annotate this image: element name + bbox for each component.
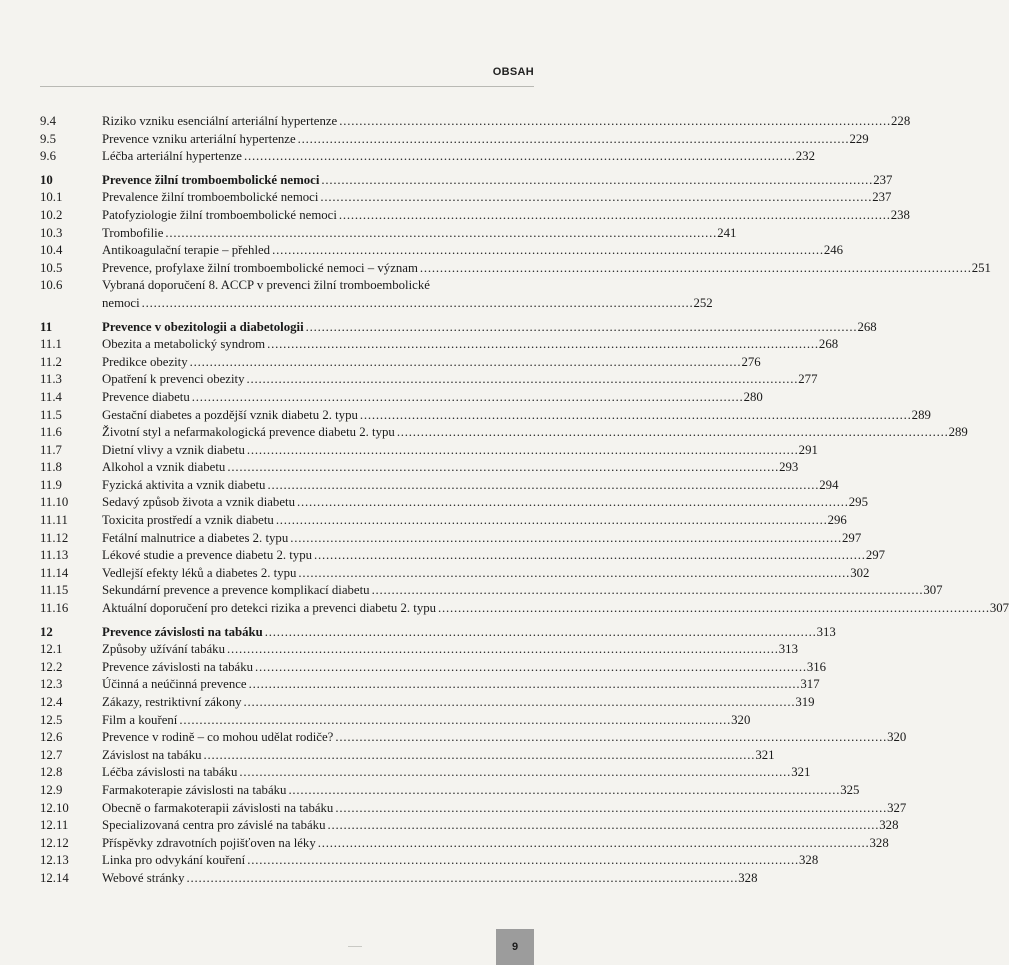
toc-entry <box>40 189 892 207</box>
toc-entry <box>40 712 751 730</box>
toc-leader-dots <box>239 764 789 782</box>
toc-leader-dots <box>339 113 889 131</box>
toc-leader-dots <box>186 870 736 888</box>
toc-entry-number: 10.3 <box>40 225 63 240</box>
toc-leader-dots <box>142 295 692 313</box>
toc-entry-title: Webové stránky <box>102 870 185 885</box>
toc-entry-title: Aktuální doporučení pro detekci rizika a prevenci diabetu 2. typu <box>102 601 437 616</box>
toc-leader-dots <box>339 207 889 225</box>
toc-entry-page: 313 <box>778 642 798 657</box>
toc-entry-number: 12 <box>40 624 53 639</box>
toc-entry-title: Fetální malnutrice a diabetes 2. typu <box>102 530 289 545</box>
toc-entry-number: 12.8 <box>40 765 63 780</box>
toc-entry-page: 327 <box>887 800 907 815</box>
toc-entry-number: 12.4 <box>40 695 63 709</box>
page-number-badge <box>496 929 534 965</box>
toc-entry-number: 12.1 <box>40 642 63 657</box>
toc-leader-dots <box>397 424 947 442</box>
toc-entry <box>40 477 839 495</box>
toc-entry-title: Vedlejší efekty léků a diabetes 2. typu <box>102 565 297 580</box>
toc-entry-title: Antikoagulační terapie – přehled <box>102 243 271 258</box>
toc-entry <box>40 407 931 425</box>
toc-entry <box>40 676 820 694</box>
toc-entry-title: Gestační diabetes a pozdější vznik diabetu 2. typu <box>102 407 358 422</box>
toc-entry-number: 11.7 <box>40 442 62 457</box>
toc-entry-title: Účinná a neúčinná prevence <box>102 677 247 692</box>
toc-entry-title: Prevence vzniku arteriální hypertenze <box>102 131 296 146</box>
toc-leader-dots <box>290 530 840 548</box>
toc-entry <box>40 424 968 442</box>
toc-leader-dots <box>244 148 794 166</box>
toc-entry <box>40 764 811 782</box>
toc-entry-page: 237 <box>872 190 892 205</box>
toc-entry-page: 232 <box>795 149 815 164</box>
toc-entry-page: 228 <box>891 114 911 128</box>
toc-entry-number: 10.6 <box>40 278 63 293</box>
toc-entry-page: 246 <box>823 243 844 258</box>
toc-entry-title: Prevence závislosti na tabáku <box>102 624 263 639</box>
toc-entry-page: 319 <box>795 695 815 709</box>
toc-leader-dots <box>360 407 910 425</box>
toc-entry-title: Specializovaná centra pro závislé na tabáku <box>102 818 326 833</box>
toc-entry-title: Lékové studie a prevence diabetu 2. typu <box>102 548 313 563</box>
toc-entry-title: Farmakoterapie závislosti na tabáku <box>102 782 287 797</box>
toc-entry-title: Prevence v obezitologii a diabetologii <box>102 319 304 334</box>
page-number: 9 <box>511 941 519 953</box>
toc-entry-page: 294 <box>819 477 839 492</box>
toc-entry-page: 296 <box>827 513 847 528</box>
toc-leader-dots <box>306 319 856 337</box>
toc-entry-title: Životní styl a nefarmakologická prevence diabetu 2. typu <box>102 425 395 440</box>
toc-leader-dots <box>276 512 826 530</box>
toc-leader-dots <box>288 782 838 800</box>
toc-chapter-heading <box>40 319 877 337</box>
toc-entry-number: 12.2 <box>40 659 63 674</box>
toc-entry <box>40 582 943 600</box>
toc-leader-dots <box>247 442 797 460</box>
toc-entry-number: 11.16 <box>40 601 69 616</box>
toc-entry-title: Prevence v rodině – co mohou udělat rodiče? <box>102 730 334 745</box>
toc-leader-dots <box>165 225 715 243</box>
toc-entry-number: 12.6 <box>40 730 63 745</box>
toc-entry <box>40 459 799 477</box>
toc-entry-page: 297 <box>842 530 862 545</box>
toc-entry <box>40 547 886 565</box>
toc-leader-dots <box>272 242 822 260</box>
toc-entry <box>40 852 819 870</box>
toc-entry-number: 11.15 <box>40 583 69 598</box>
toc-leader-dots <box>372 582 922 600</box>
toc-entry <box>40 729 907 747</box>
toc-entry-page: 280 <box>743 389 763 404</box>
toc-leader-dots <box>265 624 815 642</box>
toc-entry-page: 307 <box>989 601 1009 616</box>
toc-entry-title: Fyzická aktivita a vznik diabetu <box>102 477 266 492</box>
toc-entry-number: 11.5 <box>40 407 62 422</box>
toc-entry-number: 12.13 <box>40 853 69 868</box>
toc-leader-dots <box>247 852 797 870</box>
toc-entry-page: 328 <box>869 835 889 850</box>
toc-entry-page: 297 <box>865 548 886 563</box>
toc-entry <box>40 530 862 548</box>
toc-entry-page: 328 <box>738 870 758 885</box>
toc-entry-title: Trombofilie <box>102 225 164 240</box>
toc-leader-dots <box>327 817 877 835</box>
toc-entry-title: Toxicita prostředí a vznik diabetu <box>102 513 274 528</box>
toc-leader-dots <box>335 729 885 747</box>
toc-leader-dots <box>192 389 742 407</box>
toc-entry-number: 9.4 <box>40 114 56 128</box>
toc-entry-title: Vybraná doporučení 8. ACCP v prevenci žilní tromboembolické <box>102 278 430 293</box>
toc-entry-page: 313 <box>816 624 836 639</box>
toc-entry-title: Linka pro odvykání kouření <box>102 853 246 868</box>
toc-entry-number: 10.1 <box>40 190 63 205</box>
toc-entry-title: Prevence závislosti na tabáku <box>102 659 254 674</box>
toc-entry-number: 12.14 <box>40 870 69 885</box>
toc-entry-number: 9.6 <box>40 149 56 164</box>
toc-entry <box>40 494 868 512</box>
toc-entry-number: 10.5 <box>40 260 63 275</box>
toc-entry-page: 321 <box>791 765 811 780</box>
toc-entry-number: 11.10 <box>40 495 69 510</box>
toc-leader-dots <box>318 835 868 853</box>
toc-entry <box>40 225 737 243</box>
toc-entry <box>40 747 775 765</box>
toc-entry-title: Léčba závislosti na tabáku <box>102 765 238 780</box>
toc-entry-title: Závislost na tabáku <box>102 747 202 762</box>
toc-entry <box>40 659 827 677</box>
toc-entry <box>40 694 815 712</box>
toc-entry-page: 277 <box>798 372 818 387</box>
toc-entry-page: 328 <box>799 853 819 868</box>
toc-entry-title: Riziko vzniku esenciální arteriální hypertenze <box>102 114 338 128</box>
toc-leader-dots <box>249 676 799 694</box>
toc-entry-title: Patofyziologie žilní tromboembolické nemoci <box>102 207 337 222</box>
toc-entry <box>40 113 911 131</box>
toc-leader-dots <box>244 694 794 712</box>
toc-entry-number: 11.12 <box>40 530 69 545</box>
toc-entry-title: Obecně o farmakoterapii závislosti na tabáku <box>102 800 334 815</box>
toc-entry <box>40 242 844 260</box>
toc-entry-number: 12.10 <box>40 800 69 815</box>
toc-entry-page: 316 <box>806 659 827 674</box>
toc-entry-title: Způsoby užívání tabáku <box>102 642 225 657</box>
toc-entry <box>40 207 910 225</box>
toc-entry-page: 320 <box>731 712 751 727</box>
toc-entry-title: Predikce obezity <box>102 354 188 369</box>
toc-entry-number: 12.7 <box>40 747 63 762</box>
toc-entry <box>40 641 798 659</box>
toc-entry <box>40 565 870 583</box>
toc-entry-title: Opatření k prevenci obezity <box>102 372 245 387</box>
section-header-label: OBSAH <box>492 66 534 78</box>
toc-entry-continuation <box>40 295 713 313</box>
toc-leader-dots <box>227 459 777 477</box>
toc-entry-title: Sekundární prevence a prevence komplikací diabetu <box>102 583 370 598</box>
toc-entry-title-continued: nemoci <box>102 295 140 310</box>
toc-entry-number: 11 <box>40 319 53 334</box>
toc-entry-number: 12.5 <box>40 712 63 727</box>
toc-entry-number: 12.9 <box>40 782 63 797</box>
toc-entry-page: 317 <box>800 677 820 692</box>
toc-entry-page: 325 <box>840 782 860 797</box>
toc-leader-dots <box>227 641 777 659</box>
toc-entry <box>40 442 818 460</box>
toc-entry <box>40 800 907 818</box>
toc-entry-number: 10 <box>40 172 53 187</box>
toc-entry-number: 12.3 <box>40 677 63 692</box>
toc-entry-page: 291 <box>798 442 818 457</box>
toc-entry-page: 276 <box>741 354 761 369</box>
toc-entry-page: 238 <box>890 207 910 222</box>
toc-entry-page: 289 <box>911 407 931 422</box>
toc-entry-page: 252 <box>693 295 713 310</box>
toc-leader-dots <box>314 547 864 565</box>
toc-leader-dots <box>204 747 754 765</box>
toc-entry-title: Sedavý způsob života a vznik diabetu <box>102 495 295 510</box>
toc-entry-page: 320 <box>887 730 907 745</box>
toc-leader-dots <box>267 336 817 354</box>
toc-entry-page: 289 <box>948 425 968 440</box>
toc-chapter-heading <box>40 624 836 642</box>
toc-entry-title: Alkohol a vznik diabetu <box>102 460 226 475</box>
toc-entry <box>40 389 763 407</box>
toc-entry-number: 11.6 <box>40 425 62 440</box>
toc-leader-dots <box>297 494 847 512</box>
toc-leader-dots <box>246 371 796 389</box>
toc-entry-title: Prevence, profylaxe žilní tromboembolické nemoci – význam <box>102 260 418 275</box>
toc-entry-number: 10.2 <box>40 207 63 222</box>
toc-entry-title: Dietní vlivy a vznik diabetu <box>102 442 245 457</box>
toc-entry <box>40 354 761 372</box>
toc-leader-dots <box>335 800 885 818</box>
toc-entry-page: 268 <box>857 319 877 334</box>
toc-entry-title: Léčba arteriální hypertenze <box>102 149 242 164</box>
toc-entry-number: 11.11 <box>40 513 68 528</box>
toc-leader-dots <box>190 354 740 372</box>
toc-entry-page: 229 <box>849 131 869 146</box>
toc-entry <box>40 277 528 295</box>
toc-entry-page: 241 <box>717 225 737 240</box>
toc-entry <box>40 817 899 835</box>
toc-entry-number: 11.4 <box>40 389 62 404</box>
toc-entry <box>40 782 860 800</box>
toc-entry-title: Prevence žilní tromboembolické nemoci <box>102 172 320 187</box>
toc-entry-number: 11.9 <box>40 477 62 492</box>
toc-entry-number: 11.13 <box>40 548 69 563</box>
toc-leader-dots <box>438 600 988 618</box>
toc-leader-dots <box>321 172 871 190</box>
toc-leader-dots <box>298 565 848 583</box>
footer-mark <box>348 946 362 947</box>
toc-leader-dots <box>267 477 817 495</box>
toc-entry-page: 251 <box>971 260 991 275</box>
toc-entry <box>40 600 1009 618</box>
toc-leader-dots <box>298 131 848 149</box>
toc-entry-title: Prevence diabetu <box>102 389 190 404</box>
toc-entry-title: Příspěvky zdravotních pojišťoven na léky <box>102 835 316 850</box>
toc-entry-page: 237 <box>873 172 893 187</box>
toc-entry-page: 302 <box>850 565 870 580</box>
toc-entry-page: 328 <box>879 818 899 833</box>
toc-entry-title: Zákazy, restriktivní zákony <box>102 695 242 709</box>
toc-entry <box>40 512 847 530</box>
toc-entry-page: 321 <box>755 747 775 762</box>
toc-chapter-heading <box>40 172 893 190</box>
toc-entry <box>40 336 839 354</box>
toc-entry-page: 268 <box>818 337 839 352</box>
toc-entry <box>40 835 889 853</box>
toc-leader-dots <box>420 260 970 278</box>
toc-entry <box>40 148 815 166</box>
toc-entry-number: 12.11 <box>40 818 69 833</box>
toc-entry <box>40 870 758 888</box>
toc-entry-number: 11.2 <box>40 354 62 369</box>
toc-entry <box>40 371 818 389</box>
toc-entry-title: Prevalence žilní tromboembolické nemoci <box>102 190 319 205</box>
toc-entry-page: 293 <box>779 460 799 475</box>
table-of-contents <box>40 113 1009 888</box>
toc-entry-number: 9.5 <box>40 131 56 146</box>
toc-entry-page: 307 <box>923 583 943 598</box>
toc-leader-dots <box>179 712 729 730</box>
toc-entry-number: 11.1 <box>40 337 62 352</box>
toc-entry-title: Obezita a metabolický syndrom <box>102 337 266 352</box>
toc-entry-number: 11.8 <box>40 460 62 475</box>
toc-leader-dots <box>255 659 805 677</box>
toc-entry <box>40 131 869 149</box>
toc-entry <box>40 260 991 278</box>
toc-leader-dots <box>320 189 870 207</box>
header-divider <box>40 86 534 87</box>
toc-entry-number: 11.3 <box>40 372 62 387</box>
toc-entry-page: 295 <box>848 495 868 510</box>
toc-entry-number: 10.4 <box>40 243 63 258</box>
toc-entry-number: 12.12 <box>40 835 69 850</box>
toc-entry-number: 11.14 <box>40 565 69 580</box>
toc-entry-title: Film a kouření <box>102 712 178 727</box>
